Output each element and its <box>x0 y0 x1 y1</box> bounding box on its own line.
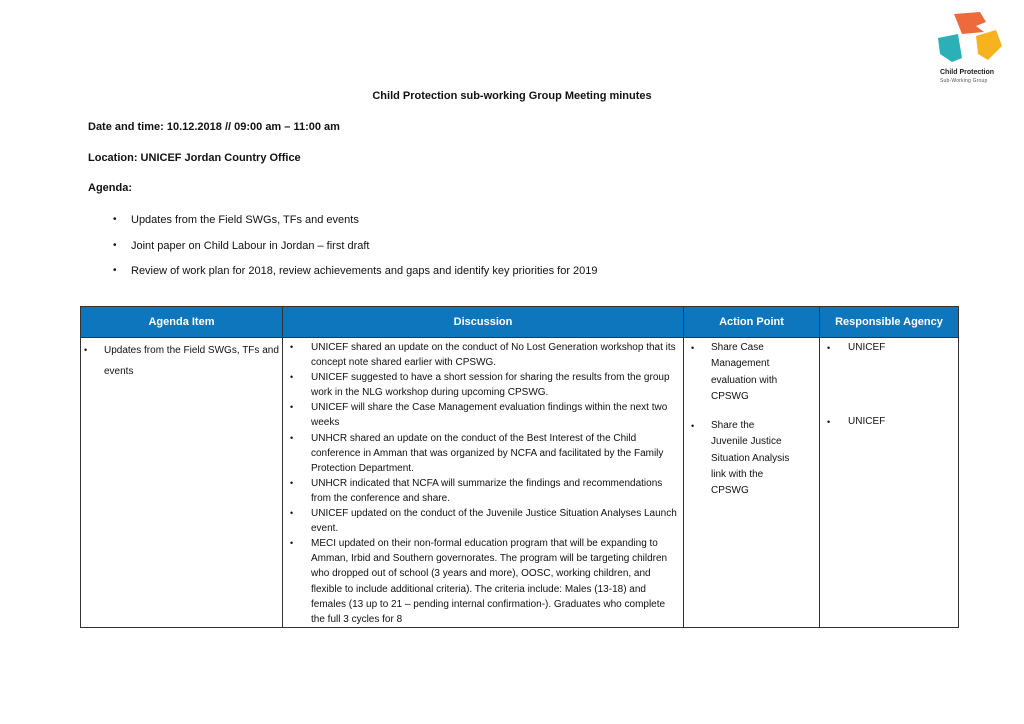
agenda-list-item: • Updates from the Field SWGs, TFs and events <box>113 214 598 240</box>
table-header-row <box>81 307 959 338</box>
logo-title: Child Protection <box>940 69 995 76</box>
agenda-label: Agenda: <box>88 182 132 194</box>
action-point-cell <box>684 338 820 628</box>
discussion-item: • UNICEF suggested to have a short session for sharing the results from the group work in the NLG workshop during upcoming CPSWG. <box>283 370 683 400</box>
discussion-item: • MECI updated on their non-formal education program that will be expanding to Amman, Irbid and Southern governorates. The program will be targeting children who dropped out of school (3 years and more), OOSC, working children, and flexible to include additional criteria). The criteria include: Males (13-18) and females (13 up to 21 – pending internal confirmation-). Graduates who complete the full 3 cycles for 8 <box>283 536 683 627</box>
location-line: Location: UNICEF Jordan Country Office <box>88 152 301 164</box>
logo-subtitle: Sub-Working Group <box>940 78 988 84</box>
minutes-table <box>80 306 959 628</box>
agenda-list-item: • Review of work plan for 2018, review achievements and gaps and identify key priorities for 2019 <box>113 265 598 291</box>
child-protection-logo <box>932 8 1012 88</box>
action-point-item: • Share the Juvenile Justice Situation Analysis link with the CPSWG <box>684 418 819 499</box>
date-time-line: Date and time: 10.12.2018 // 09:00 am – 11:00 am <box>88 121 340 133</box>
responsible-agency-item: • UNICEF <box>820 414 958 430</box>
header-discussion: Discussion <box>283 307 684 338</box>
logo-teal-hand <box>938 34 962 62</box>
logo-yellow-hand <box>976 30 1002 60</box>
discussion-item: • UNHCR indicated that NCFA will summarize the findings and recommendations from the conference and share. <box>283 476 683 506</box>
logo-orange-hand <box>954 12 986 34</box>
discussion-item: • UNICEF shared an update on the conduct of No Lost Generation workshop that its concept note shared earlier with CPSWG. <box>283 340 683 370</box>
discussion-item: • UNICEF will share the Case Management evaluation findings within the next two weeks <box>283 400 683 430</box>
agenda-item-text: • Updates from the Field SWGs, TFs and events <box>81 340 282 382</box>
agenda-list-item: • Joint paper on Child Labour in Jordan – first draft <box>113 240 598 266</box>
header-action-point: Action Point <box>684 307 820 338</box>
hands-logo-icon <box>932 8 1012 70</box>
header-agenda-item: Agenda Item <box>81 307 283 338</box>
document-title: Child Protection sub-working Group Meeting minutes <box>372 90 652 102</box>
agenda-item-cell <box>81 338 283 628</box>
header-responsible-agency: Responsible Agency <box>820 307 959 338</box>
table-row <box>81 338 959 628</box>
discussion-item: • UNHCR shared an update on the conduct of the Best Interest of the Child conference in Amman that was organized by NCFA and facilitated by the Family Protection Department. <box>283 431 683 476</box>
discussion-cell <box>283 338 684 628</box>
responsible-agency-item: • UNICEF <box>820 340 958 356</box>
agenda-list <box>113 214 598 291</box>
action-point-item: • Share Case Management evaluation with CPSWG <box>684 340 819 405</box>
responsible-agency-cell <box>820 338 959 628</box>
discussion-item: • UNICEF updated on the conduct of the Juvenile Justice Situation Analyses Launch event. <box>283 506 683 536</box>
